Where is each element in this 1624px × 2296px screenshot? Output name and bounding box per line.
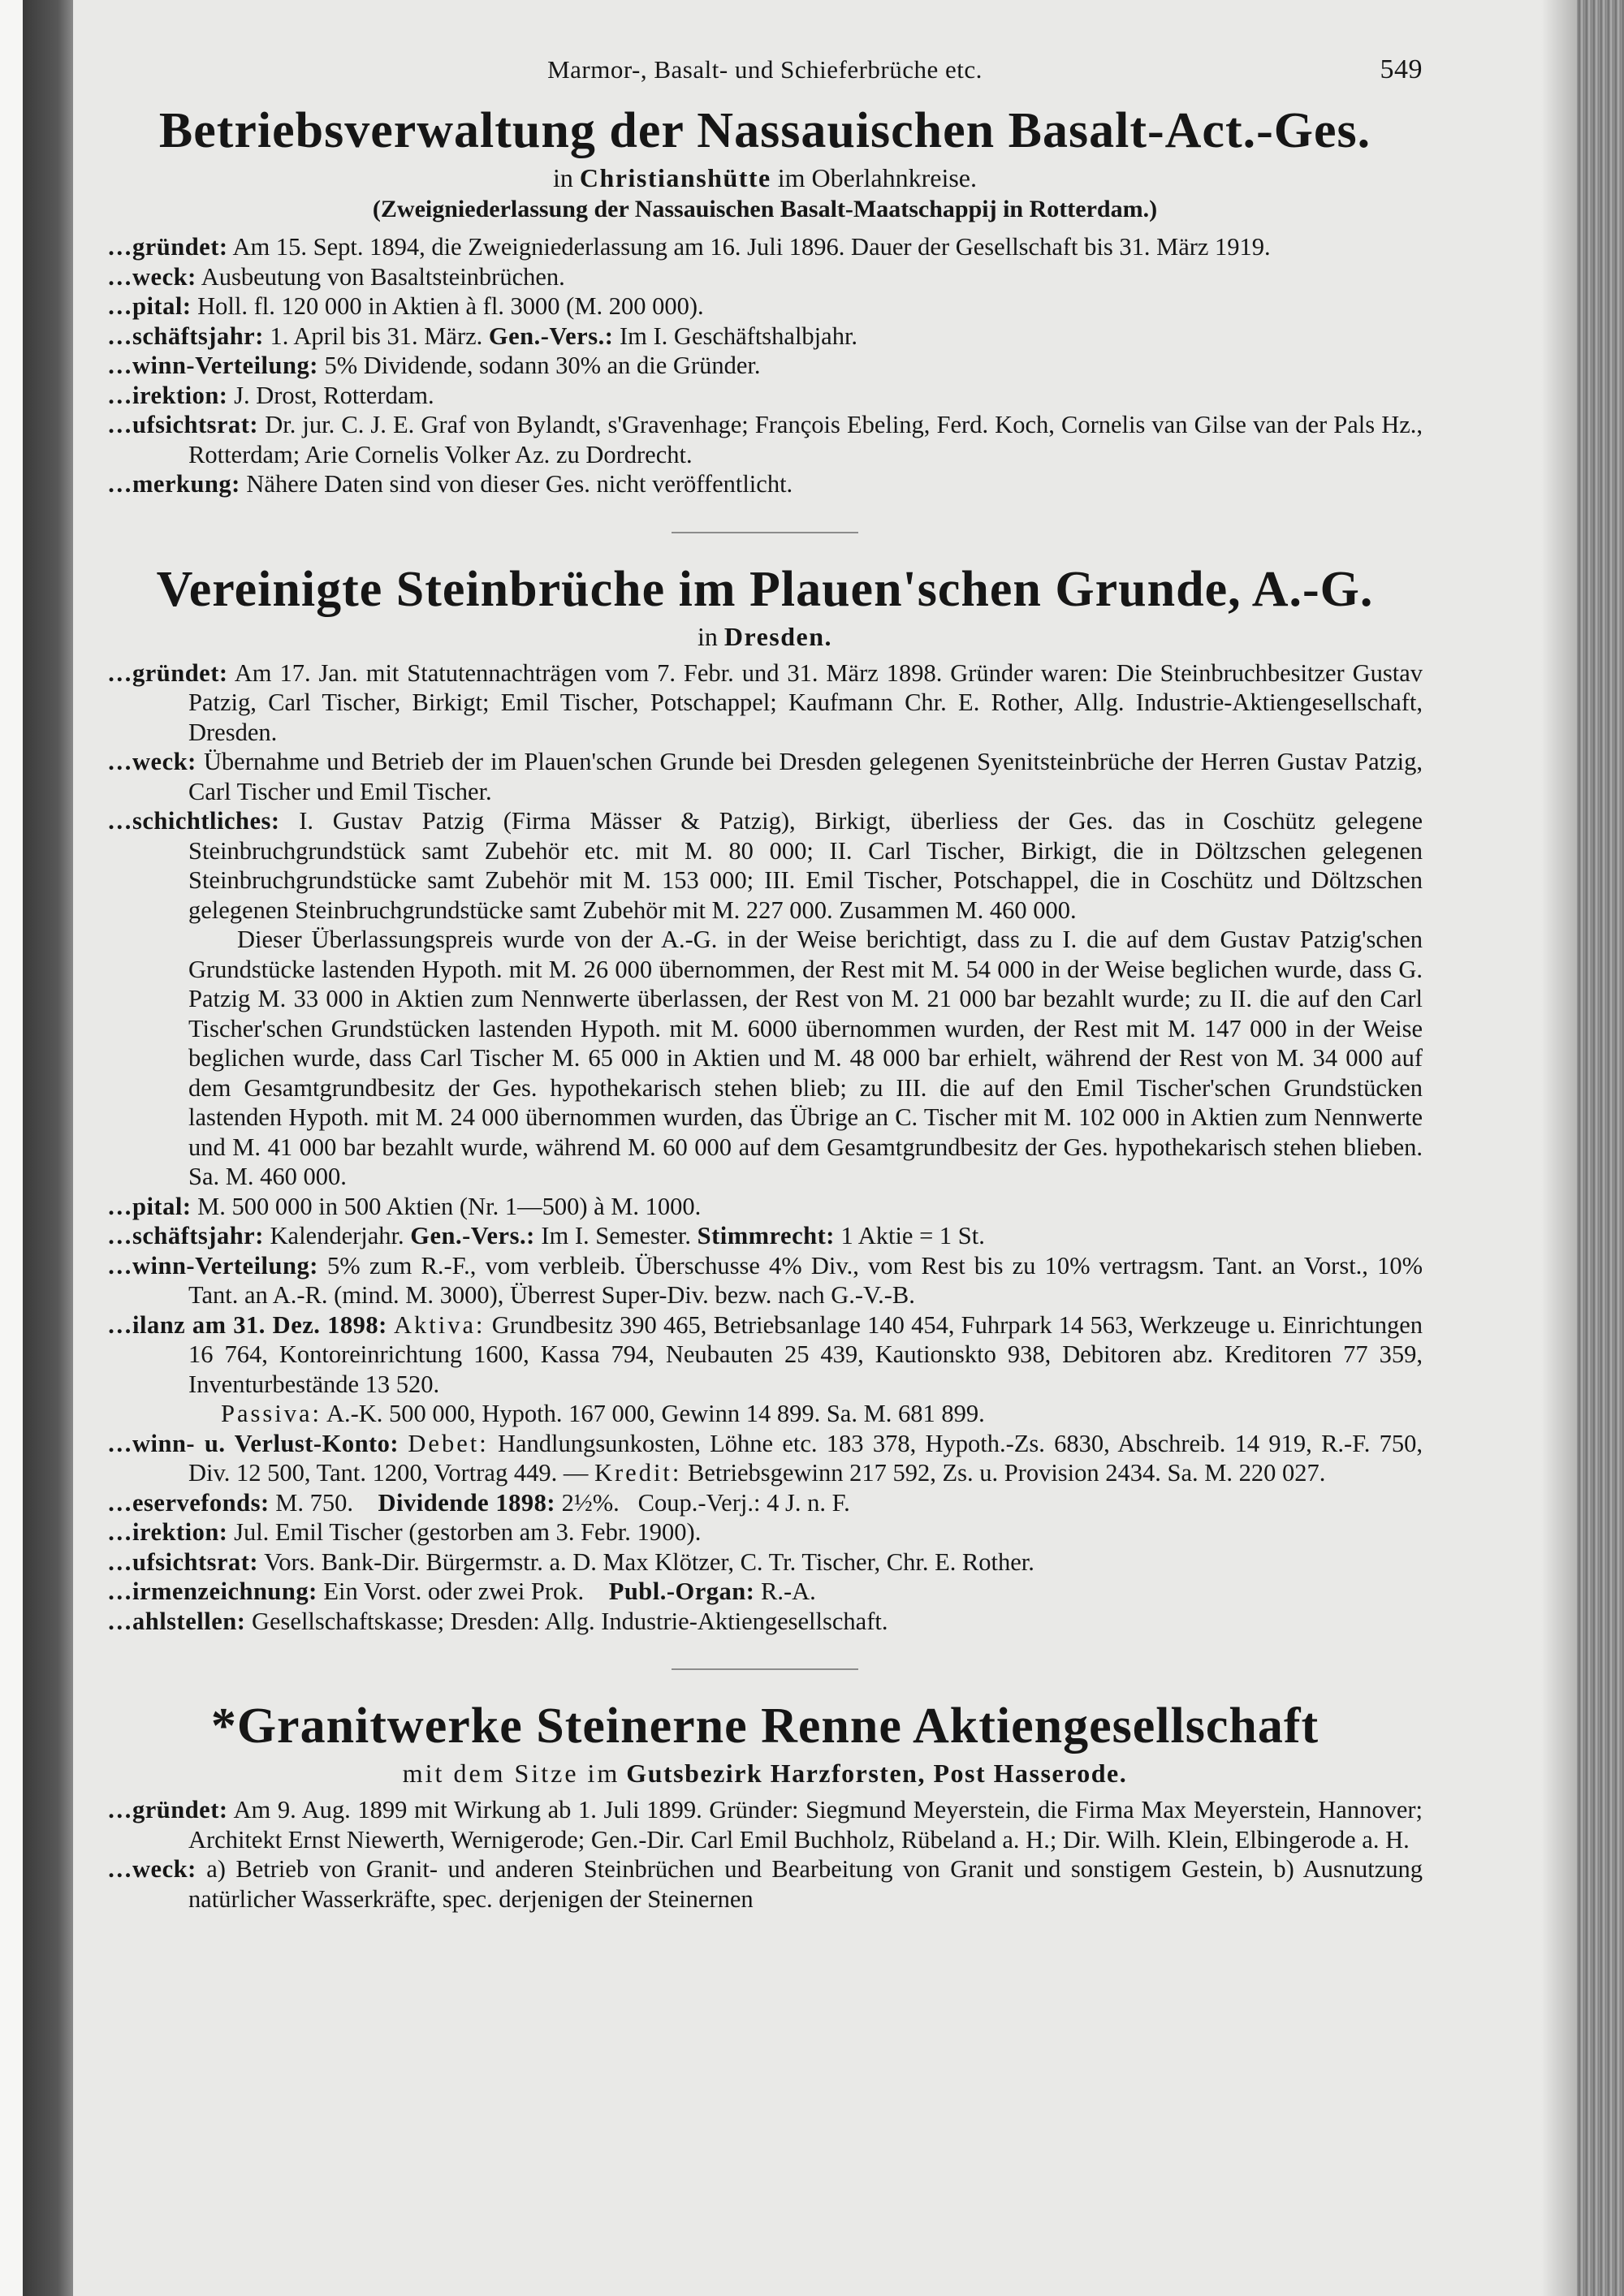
section-divider	[672, 1668, 858, 1670]
page-number: 549	[1380, 54, 1423, 84]
company-title: Betriebsverwaltung der Nassauischen Basalt-Act.-Ges.	[158, 103, 1371, 158]
entry-bemerkung: …merkung: Nähere Daten sind von dieser Ges. nicht veröffentlicht.	[107, 470, 793, 498]
entry-geschaeftsjahr: …schäftsjahr: Kalenderjahr. Gen.-Vers.: Im I. Semester. Stimmrecht: 1 Aktie = 1 St.	[107, 1222, 985, 1249]
book-spine-shadow	[23, 0, 73, 2296]
entry-geschaeftsjahr: …schäftsjahr: 1. April bis 31. März. Gen.-Vers.: Im I. Geschäftshalbjahr.	[107, 322, 858, 350]
entry-zweck: …weck: a) Betrieb von Granit- und anderen Steinbrüchen und Bearbeitung von Granit und sonstigem Gestein, b) Ausnutzung natürlicher Wasserkräfte, spec. derjenigen der Steinernen	[107, 1855, 1423, 1913]
page-stack-edge	[1577, 0, 1624, 2296]
entry-gewinn-verlust: …winn- u. Verlust-Konto: Debet: Handlungsunkosten, Löhne etc. 183 378, Hypoth.-Zs. 6830, Abschreib. 14 919, R.-F. 750, Div. 12 500, Tant. 1200, Vortrag 449. — Kredit: Betriebsgewinn 217 592, Zs. u. Provision 2434. Sa. M. 220 027.	[107, 1429, 1423, 1487]
entry-kapital: …pital: M. 500 000 in 500 Aktien (Nr. 1—500) à M. 1000.	[107, 1192, 702, 1220]
entry-geschichtliches: …schichtliches: I. Gustav Patzig (Firma Mässer & Patzig), Birkigt, überliess der Ges. das in Coschütz gelegene Steinbruchgrundstück samt Zubehör etc. mit M. 80 000; II. Carl Tischer, Birkigt, die in Döltzschen gelegenen Steinbruchgrundstücke samt Zubehör mit M. 153 000; III. Emil Tischer, Potschappel, die in Coschütz und Döltzschen gelegenen Steinbruchgrundstücke samt Zubehör mit M. 227 000. Zusammen M. 460 000.	[107, 807, 1423, 924]
entry-direktion: …irektion: J. Drost, Rotterdam.	[107, 381, 434, 409]
entry-gegruendet: …gründet: Am 9. Aug. 1899 mit Wirkung ab 1. Juli 1899. Gründer: Siegmund Meyerstein, die Firma Max Meyerstein, Hannover; Architekt Ernst Niewerth, Wernigerode; Gen.-Dir. Carl Emil Buchholz, Rübeland a. H.; Dir. Wilh. Klein, Elbingerode a. H.	[107, 1796, 1423, 1854]
entry-zweck: …weck: Ausbeutung von Basaltsteinbrüchen.	[107, 262, 565, 291]
entry-gewinnverteilung: …winn-Verteilung: 5% zum R.-F., vom verbleib. Überschusse 4% Div., vom Rest bis zu 10% vertragsm. Tant. an Vorst., 10% Tant. an A.-R. (mind. M. 3000), Überrest Super-Div. bezw. nach G.-V.-B.	[107, 1251, 1423, 1309]
company-entries	[107, 1795, 1423, 1914]
entry-gegruendet: …gründet: Am 17. Jan. mit Statutennachträgen vom 7. Febr. und 31. März 1898. Gründer waren: Die Steinbruchbesitzer Gustav Patzig, Carl Tischer, Birkigt; Emil Tischer, Potschappel; Kaufmann Chr. E. Rother, Allg. Industrie-Aktiengesellschaft, Dresden.	[107, 658, 1423, 746]
entry-firmenzeichnung: …irmenzeichnung: Ein Vorst. oder zwei Prok. Publ.-Organ: R.-A.	[107, 1577, 816, 1605]
location-city: Christianshütte	[579, 163, 771, 192]
entry-zweck: …weck: Übernahme und Betrieb der im Plauen'schen Grunde bei Dresden gelegenen Syenitsteinbrüche der Herren Gustav Patzig, Carl Tischer und Emil Tischer.	[107, 748, 1423, 805]
page-gutter-shade	[1541, 0, 1577, 2296]
company-granitwerke-steinerne-renne	[107, 1694, 1423, 1914]
company-entries	[107, 232, 1423, 499]
company-subtitle: (Zweigniederlassung der Nassauischen Basalt-Maatschappij in Rotterdam.)	[372, 196, 1158, 222]
section-divider	[672, 532, 858, 533]
running-title: Marmor-, Basalt- und Schieferbrüche etc.	[547, 55, 983, 84]
company-location: mit dem Sitze im Gutsbezirk Harzforsten, Post Hasserode.	[402, 1759, 1128, 1788]
company-vereinigte-steinbrueche	[107, 558, 1423, 1637]
entry-direktion: …irektion: Jul. Emil Tischer (gestorben am 3. Febr. 1900).	[107, 1518, 702, 1546]
entry-gegruendet: …gründet: Am 15. Sept. 1894, die Zweigniederlassung am 16. Juli 1896. Dauer der Gesellschaft bis 31. März 1919.	[107, 233, 1271, 261]
entry-zahlstellen: …ahlstellen: Gesellschaftskasse; Dresden: Allg. Industrie-Aktiengesellschaft.	[107, 1607, 888, 1635]
entry-bilanz: …ilanz am 31. Dez. 1898: Aktiva: Grundbesitz 390 465, Betriebsanlage 140 454, Fuhrpark 14 563, Werkzeuge u. Einrichtungen 16 764, Kontoreinrichtung 1600, Kassa 794, Neubauten 25 439, Kautionskto 938, Debitoren abz. Kreditoren 77 359, Inventurbestände 13 520.	[107, 1310, 1423, 1398]
company-title: *Granitwerke Steinerne Renne Aktiengesellschaft	[210, 1698, 1320, 1754]
entry-bilanz-passiva: Passiva: A.-K. 500 000, Hypoth. 167 000, Gewinn 14 899. Sa. M. 681 899.	[221, 1400, 985, 1427]
entry-kapital: …pital: Holl. fl. 120 000 in Aktien à fl. 3000 (M. 200 000).	[107, 292, 704, 320]
company-title: Vereinigte Steinbrüche im Plauen'schen Grunde, A.-G.	[156, 561, 1374, 617]
entry-gewinnverteilung: …winn-Verteilung: 5% Dividende, sodann 30% an die Gründer.	[107, 352, 761, 379]
company-nassauische-basalt	[107, 99, 1423, 499]
page-edge-left	[0, 0, 23, 2296]
entry-ueberlassungspreis: Dieser Überlassungspreis wurde von der A.-G. in der Weise berichtigt, dass zu I. die auf dem Gustav Patzig'schen Grundstücke lastenden Hypoth. mit M. 26 000 übernommen, der Rest mit M. 54 000 in der Weise beglichen wurde, dass G. Patzig M. 33 000 in Aktien zum Nennwerte überlassen, der Rest von M. 21 000 bar bezahlt wurde; zu II. die auf den Carl Tischer'schen Grundstücken lastenden Hypoth. mit M. 6000 übernommen wurden, der Rest mit M. 147 000 in der Weise beglichen wurde, dass Carl Tischer M. 65 000 in Aktien und M. 48 000 bar erhielt, während der Rest von M. 34 000 auf dem Gesamtgrundbesitz der Ges. hypothekarisch stehen blieb; zu III. die auf den Emil Tischer'schen Grundstücken lastenden Hypoth. mit M. 24 000 übernommen wurden, das Übrige an C. Tischer mit M. 102 000 in Aktien zum Nennwerte und M. 41 000 bar bezahlt wurde, während M. 60 000 auf dem Gesamtgrundbesitz der Ges. hypothekarisch stehen blieben. Sa. M. 460 000.	[188, 926, 1423, 1190]
company-location: in Christianshütte im Oberlahnkreise.	[553, 163, 977, 192]
running-header	[107, 55, 1423, 99]
company-location: in Dresden.	[697, 621, 833, 651]
company-entries	[107, 658, 1423, 1637]
entry-aufsichtsrat: …ufsichtsrat: Vors. Bank-Dir. Bürgermstr. a. D. Max Klötzer, C. Tr. Tischer, Chr. E. Rother.	[107, 1547, 1034, 1576]
entry-aufsichtsrat: …ufsichtsrat: Dr. jur. C. J. E. Graf von Bylandt, s'Gravenhage; François Ebeling, Ferd. Koch, Cornelis van Gilse van der Pals Hz., Rotterdam; Arie Cornelis Volker Az. zu Dordrecht.	[107, 411, 1423, 468]
location-city: Dresden.	[723, 621, 833, 651]
document-page	[107, 55, 1423, 1914]
entry-reservefonds: …eservefonds: M. 750. Dividende 1898: 2½%. Coup.-Verj.: 4 J. n. F.	[107, 1488, 850, 1517]
location-city: Gutsbezirk Harzforsten, Post Hasserode.	[626, 1759, 1128, 1788]
